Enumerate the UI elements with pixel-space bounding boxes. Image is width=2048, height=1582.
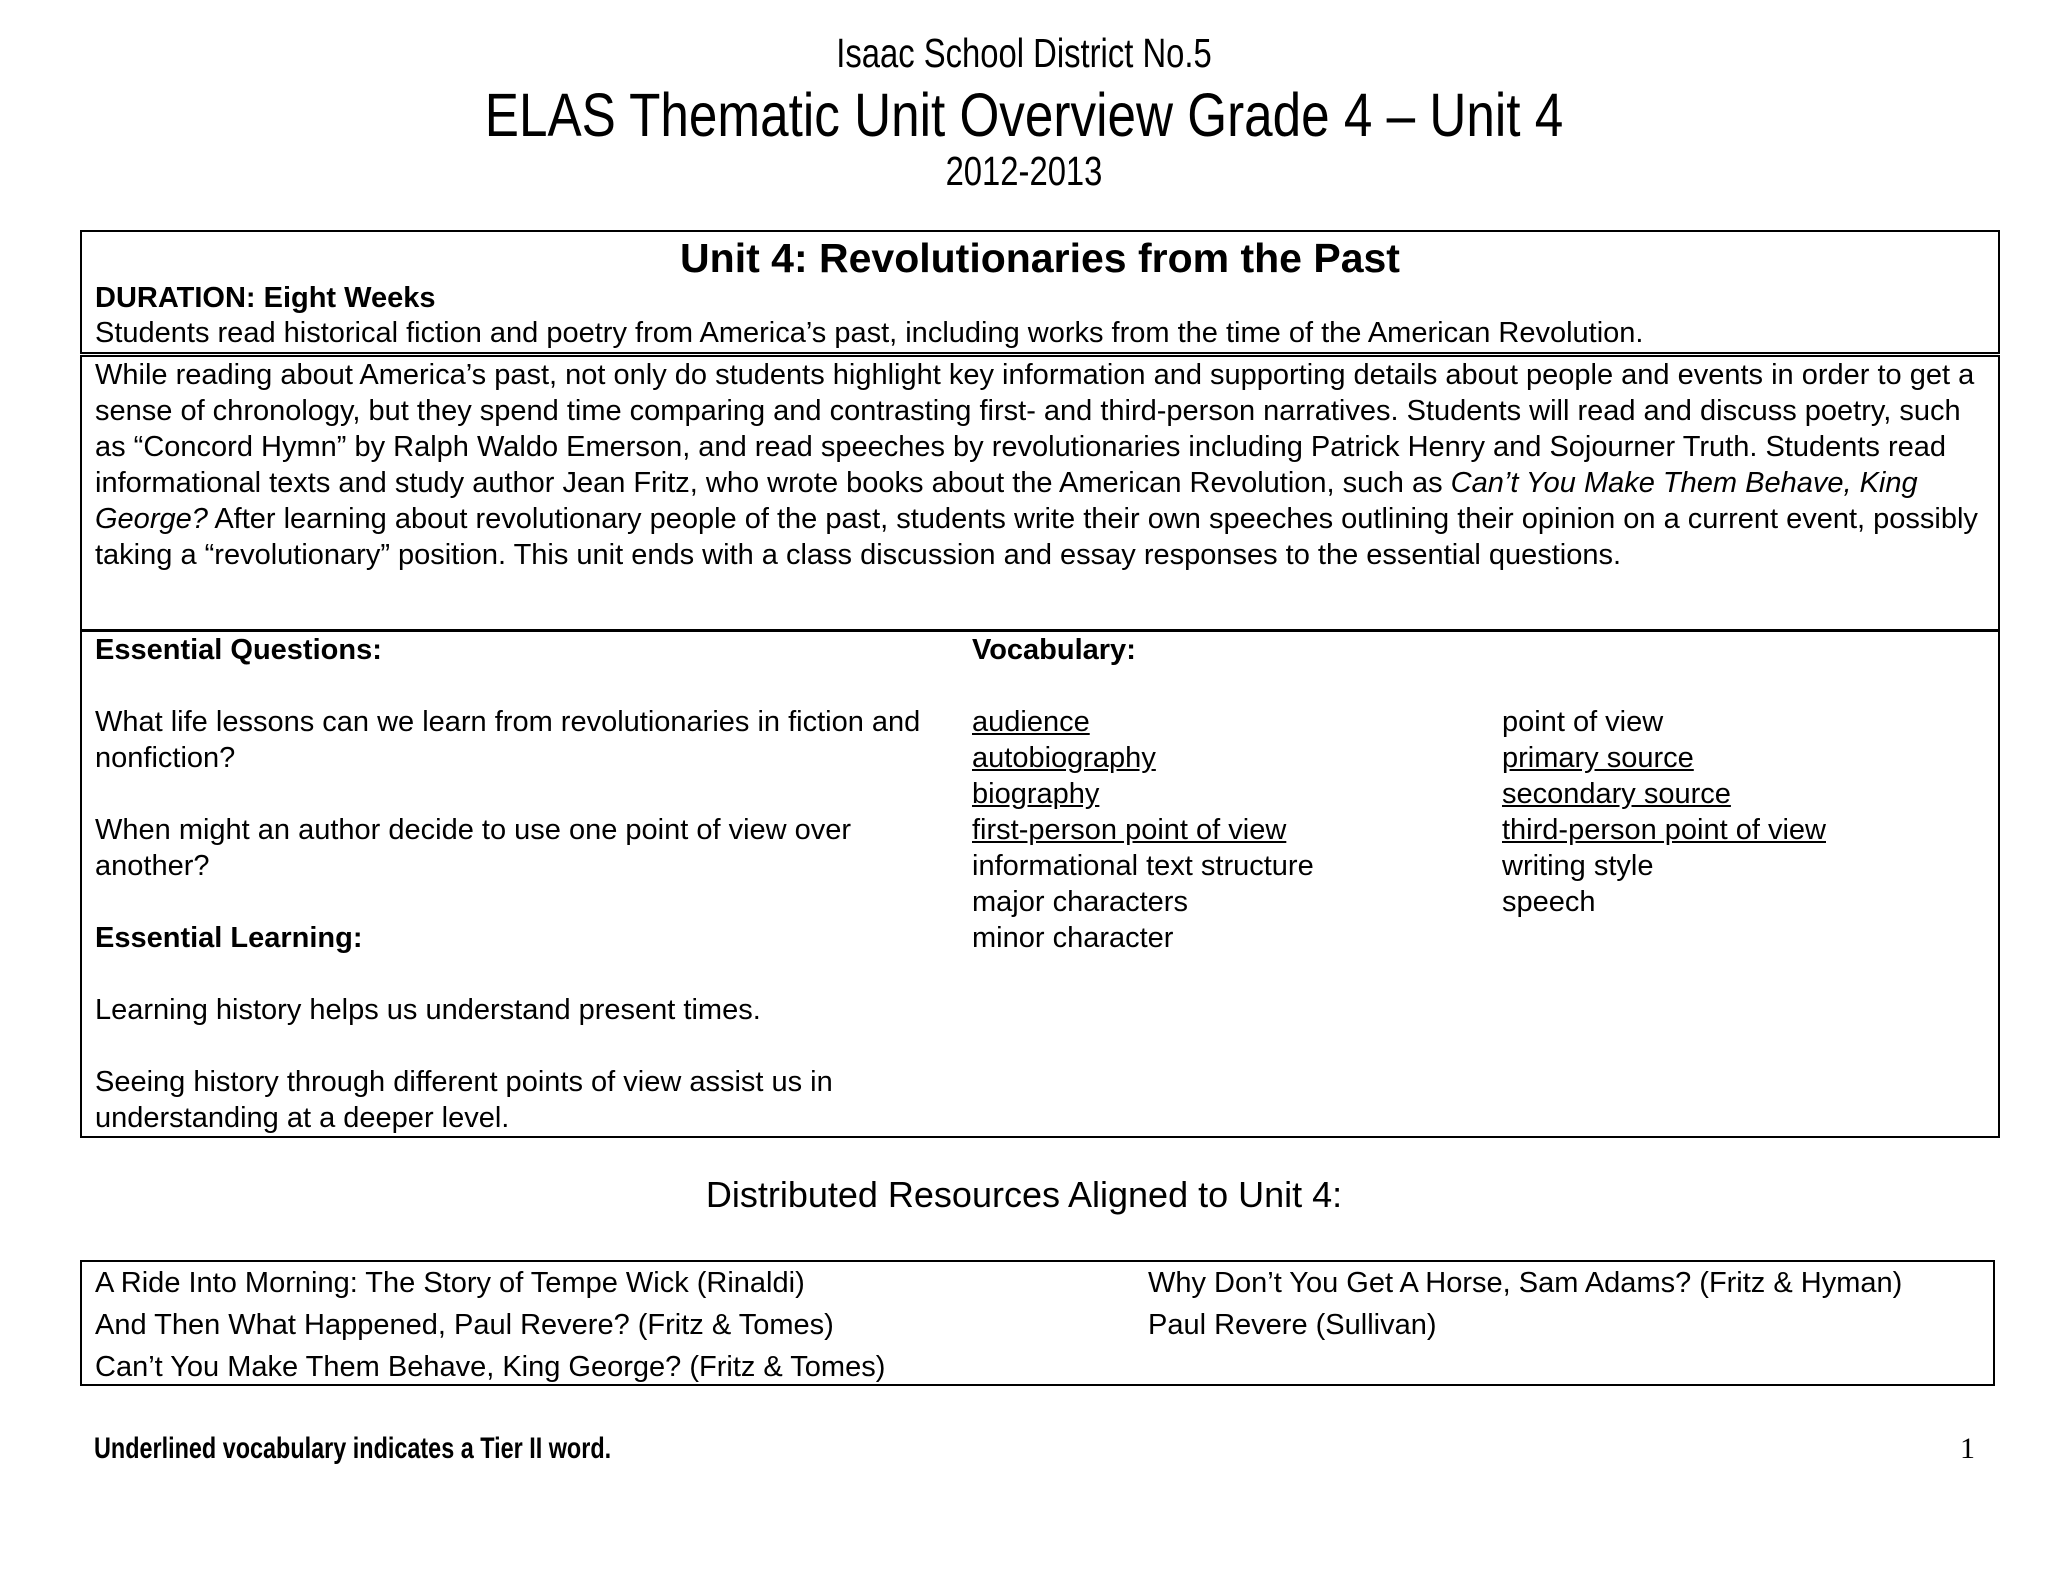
overview-book-title: Can’t You Make Them Behave, King George?	[95, 467, 1918, 535]
vocabulary-word: primary source	[1502, 742, 1694, 774]
essential-column	[95, 632, 945, 1136]
school-years: 2012-2013	[945, 148, 1103, 194]
resource-item: Can’t You Make Them Behave, King George? (Fritz & Tomes)	[95, 1351, 886, 1383]
vocabulary-word: writing style	[1502, 850, 1654, 882]
vocabulary-word: major characters	[972, 886, 1188, 918]
footer-note: Underlined vocabulary indicates a Tier II word.	[94, 1432, 612, 1465]
vocabulary-word: first-person point of view	[972, 814, 1287, 846]
vocabulary-column-1	[972, 704, 1314, 956]
overview-text-part2: After learning about revolutionary people of the past, students write their own speeches outlining their opinion on a current event, possibly taking a “revolutionary” position. This unit ends with a class discussion and essay responses to the essential questions.	[95, 503, 1978, 571]
essential-question: When might an author decide to use one point of view over another?	[95, 814, 852, 882]
unit-title: Unit 4: Revolutionaries from the Past	[680, 235, 1400, 281]
resources-box	[80, 1260, 1995, 1386]
vocabulary-word: third-person point of view	[1502, 814, 1826, 846]
vocabulary-heading: Vocabulary:	[972, 634, 1136, 666]
essential-learning-item: Seeing history through different points of view assist us in understanding at a deeper level.	[95, 1066, 833, 1134]
resource-item: Paul Revere (Sullivan)	[1148, 1309, 1437, 1341]
vocabulary-word: speech	[1502, 886, 1596, 918]
resource-item: Why Don’t You Get A Horse, Sam Adams? (Fritz & Hyman)	[1148, 1267, 1903, 1299]
document-title: ELAS Thematic Unit Overview Grade 4 – Unit 4	[484, 81, 1564, 149]
questions-vocabulary-box	[80, 630, 2000, 1138]
overview-text-part1: While reading about America’s past, not only do students highlight key information and supporting details about people and events in order to get a sense of chronology, but they spend time comparing and contrasting first- and third-person narratives. Students will read and discuss poetry, such as “Concord Hymn” by Ralph Waldo Emerson, and read speeches by revolutionaries including Patrick Henry and Sojourner Truth. Students read informational texts and study author Jean Fritz, who wrote books about the American Revolution, such as	[95, 359, 1975, 499]
vocabulary-word: secondary source	[1502, 778, 1731, 810]
unit-overview-text	[95, 357, 1985, 573]
resource-item: And Then What Happened, Paul Revere? (Fritz & Tomes)	[95, 1309, 834, 1341]
page-number: 1	[1960, 1432, 1975, 1465]
vocabulary-word: point of view	[1502, 706, 1664, 738]
resources-left-column	[95, 1262, 885, 1388]
vocabulary-word: informational text structure	[972, 850, 1314, 882]
vocabulary-word: minor character	[972, 922, 1174, 954]
vocabulary-column-2	[1502, 704, 1826, 920]
unit-summary-box	[80, 230, 2000, 354]
vocabulary-word: biography	[972, 778, 1100, 810]
district-name: Isaac School District No.5	[836, 30, 1212, 76]
unit-overview-box	[80, 355, 2000, 631]
resources-heading: Distributed Resources Aligned to Unit 4:	[705, 1174, 1343, 1215]
resource-item: A Ride Into Morning: The Story of Tempe Wick (Rinaldi)	[95, 1267, 805, 1299]
unit-summary: Students read historical fiction and poetry from America’s past, including works from the time of the American Revolution.	[95, 317, 1644, 349]
essential-learning-item: Learning history helps us understand present times.	[95, 994, 761, 1026]
essential-learning-heading: Essential Learning:	[95, 922, 363, 954]
essential-question: What life lessons can we learn from revolutionaries in fiction and nonfiction?	[95, 706, 921, 774]
vocabulary-word: audience	[972, 706, 1090, 738]
unit-duration: DURATION: Eight Weeks	[95, 282, 436, 314]
essential-questions-heading: Essential Questions:	[95, 634, 382, 666]
resources-right-column	[1148, 1262, 1902, 1346]
vocabulary-word: autobiography	[972, 742, 1156, 774]
